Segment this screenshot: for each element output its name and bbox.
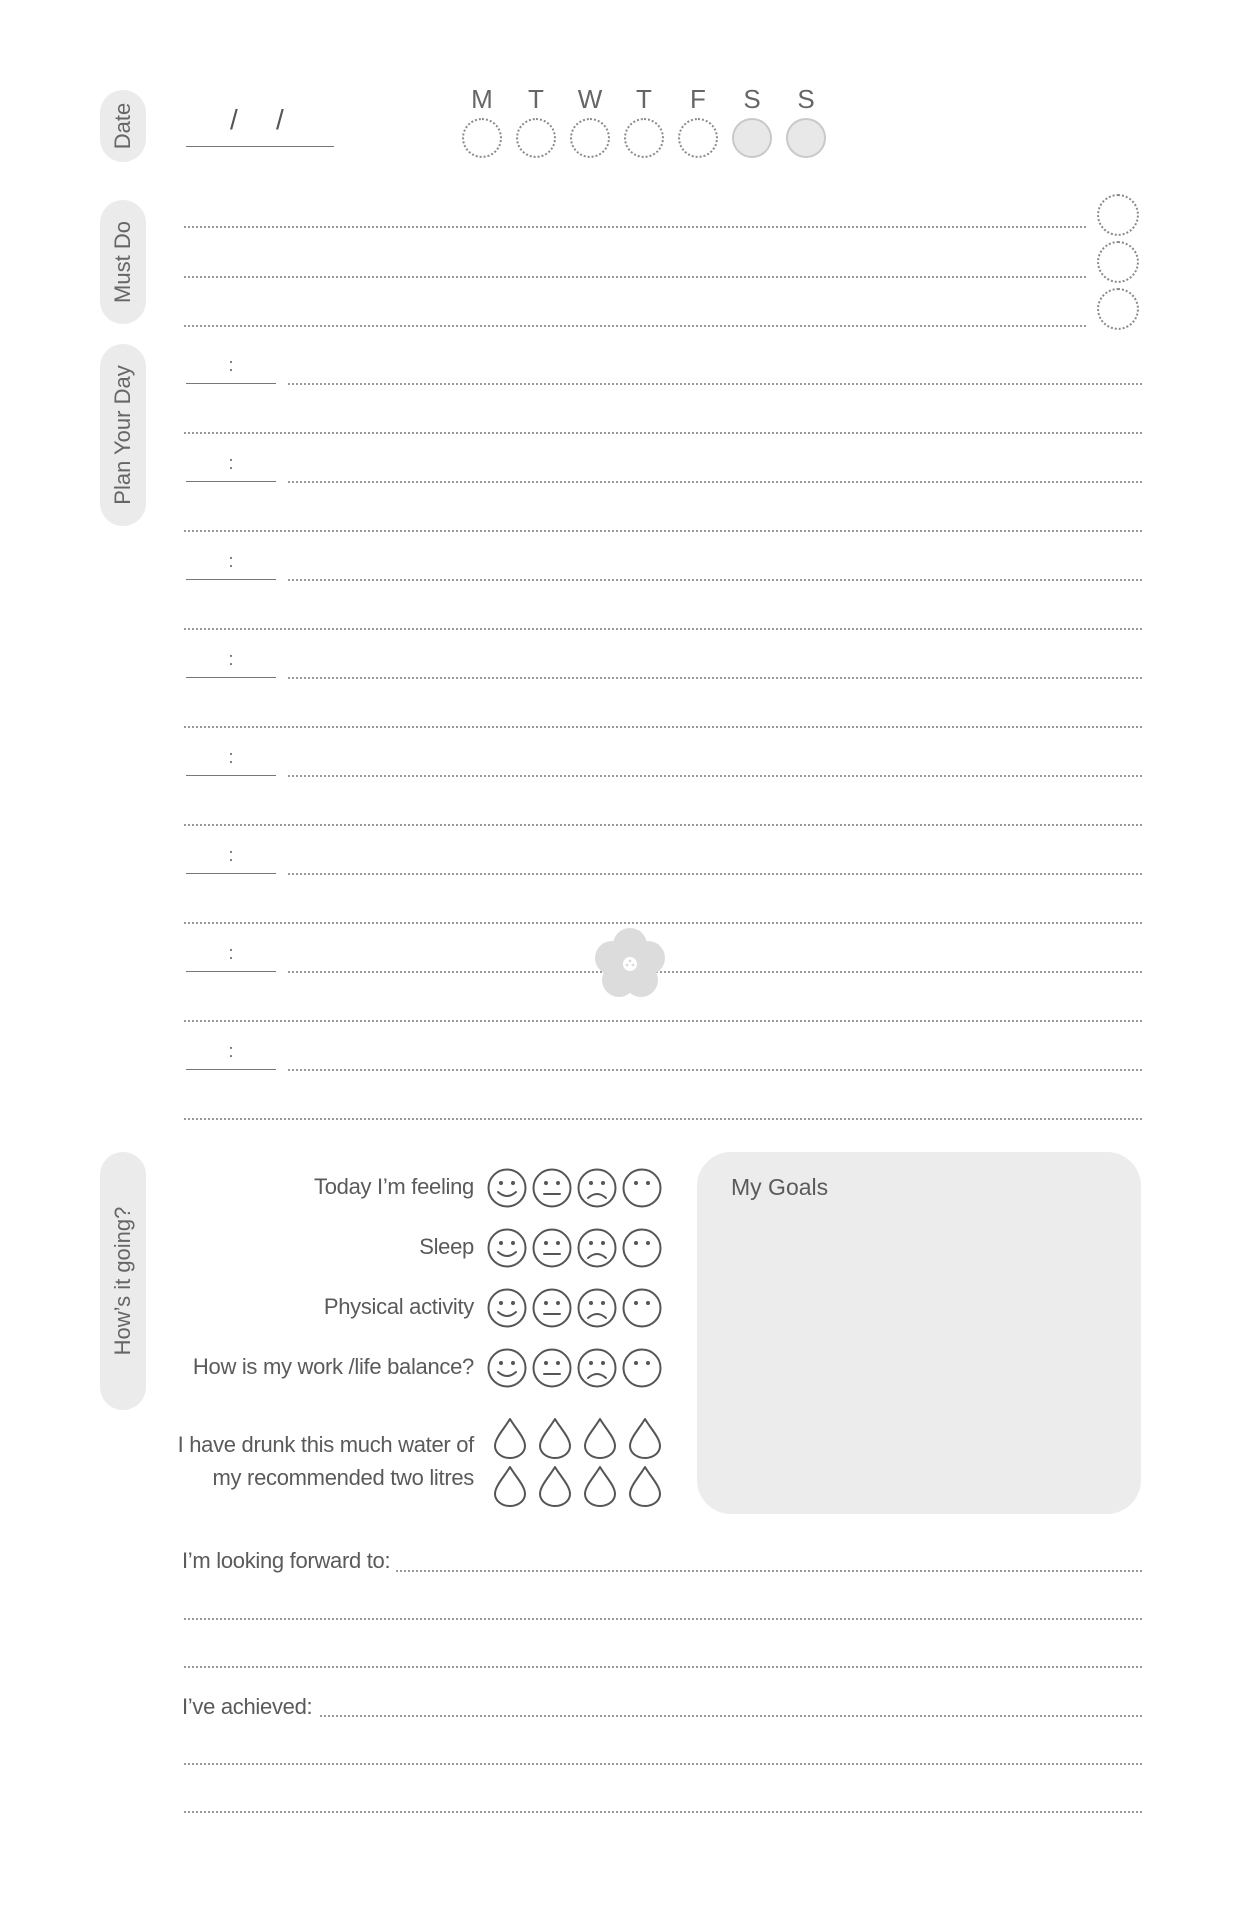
water-drop-icon[interactable] [537, 1416, 573, 1460]
blank-face-icon[interactable] [620, 1346, 664, 1390]
plan-line[interactable] [184, 530, 1142, 532]
must-do-pill [100, 200, 146, 324]
weekday-letter: T [636, 84, 652, 114]
hows-it-going-pill [100, 1152, 146, 1410]
date-pill [100, 90, 146, 162]
date-section-label: Date [110, 102, 135, 150]
plan-line[interactable] [184, 628, 1142, 630]
looking-forward-label: I’m looking forward to: [182, 1548, 396, 1574]
weekday-sunday[interactable] [784, 84, 828, 158]
time-input-underline[interactable] [186, 1069, 276, 1070]
weekday-tuesday[interactable] [514, 84, 558, 158]
mood-question-feeling: Today I’m feeling [314, 1174, 474, 1199]
plan-line[interactable] [288, 383, 1142, 385]
plan-line[interactable] [184, 726, 1142, 728]
weekday-monday[interactable] [460, 84, 504, 158]
weekday-circle[interactable] [732, 118, 772, 158]
plan-line[interactable] [288, 775, 1142, 777]
date-slash-2: / [276, 104, 284, 135]
time-input-underline[interactable] [186, 775, 276, 776]
water-drop-icon[interactable] [582, 1416, 618, 1460]
weekday-saturday[interactable] [730, 84, 774, 158]
time-colon: : [228, 551, 234, 571]
must-do-section-label: Must Do [110, 221, 135, 303]
date-underline [186, 146, 334, 147]
date-slash-1: / [230, 104, 238, 135]
must-do-check-circle[interactable] [1097, 288, 1139, 330]
water-drop-icon[interactable] [537, 1464, 573, 1508]
weekday-circle[interactable] [624, 118, 664, 158]
achieved-line[interactable] [184, 1811, 1142, 1813]
flower-icon [588, 922, 672, 1006]
plan-line[interactable] [184, 1020, 1142, 1022]
water-drop-icon[interactable] [627, 1464, 663, 1508]
time-colon: : [228, 355, 234, 375]
must-do-check-circle[interactable] [1097, 194, 1139, 236]
neutral-face-icon[interactable] [530, 1286, 574, 1330]
time-colon: : [228, 943, 234, 963]
smile-face-icon[interactable] [485, 1226, 529, 1270]
plan-line[interactable] [184, 432, 1142, 434]
plan-line[interactable] [288, 971, 1142, 973]
blank-face-icon[interactable] [620, 1286, 664, 1330]
water-label-line2: my recommended two litres [212, 1465, 474, 1490]
time-colon: : [228, 845, 234, 865]
achieved-line[interactable] [184, 1715, 1142, 1717]
blank-face-icon[interactable] [620, 1226, 664, 1270]
mood-question-balance: How is my work /life balance? [192, 1354, 474, 1379]
smile-face-icon[interactable] [485, 1346, 529, 1390]
time-input-underline[interactable] [186, 383, 276, 384]
weekday-wednesday[interactable] [568, 84, 612, 158]
plan-line[interactable] [184, 1118, 1142, 1120]
blank-face-icon[interactable] [620, 1166, 664, 1210]
water-drop-icon[interactable] [627, 1416, 663, 1460]
mood-question-activity: Physical activity [323, 1294, 474, 1319]
sad-face-icon[interactable] [575, 1226, 619, 1270]
plan-line[interactable] [288, 677, 1142, 679]
sad-face-icon[interactable] [575, 1346, 619, 1390]
must-do-line[interactable] [184, 325, 1086, 327]
weekday-letter: W [577, 84, 603, 114]
water-drop-icon[interactable] [582, 1464, 618, 1508]
weekday-letter: S [743, 84, 761, 114]
my-goals-box[interactable] [697, 1152, 1141, 1514]
weekday-letter: M [471, 84, 493, 114]
mood-question-sleep: Sleep [419, 1234, 474, 1259]
plan-line[interactable] [288, 481, 1142, 483]
plan-your-day-pill [100, 344, 146, 526]
must-do-check-circle[interactable] [1097, 241, 1139, 283]
achieved-label: I’ve achieved: [182, 1694, 318, 1720]
weekday-circle[interactable] [570, 118, 610, 158]
water-drop-icon[interactable] [492, 1464, 528, 1508]
time-input-underline[interactable] [186, 873, 276, 874]
plan-line[interactable] [288, 1069, 1142, 1071]
time-colon: : [228, 453, 234, 473]
plan-line[interactable] [288, 873, 1142, 875]
time-colon: : [228, 1041, 234, 1061]
weekday-friday[interactable] [676, 84, 720, 158]
plan-line[interactable] [184, 824, 1142, 826]
weekday-circle[interactable] [786, 118, 826, 158]
must-do-line[interactable] [184, 276, 1086, 278]
weekday-circle[interactable] [462, 118, 502, 158]
my-goals-title: My Goals [731, 1174, 829, 1200]
neutral-face-icon[interactable] [530, 1346, 574, 1390]
looking-forward-line[interactable] [184, 1618, 1142, 1620]
weekday-thursday[interactable] [622, 84, 666, 158]
achieved-line[interactable] [184, 1763, 1142, 1765]
weekday-circle[interactable] [516, 118, 556, 158]
time-colon: : [228, 649, 234, 669]
smile-face-icon[interactable] [485, 1286, 529, 1330]
weekday-letter: S [797, 84, 815, 114]
must-do-line[interactable] [184, 226, 1086, 228]
neutral-face-icon[interactable] [530, 1226, 574, 1270]
weekday-letter: F [690, 84, 706, 114]
looking-forward-line[interactable] [184, 1666, 1142, 1668]
water-label-line1: I have drunk this much water of [177, 1432, 474, 1457]
time-input-underline[interactable] [186, 481, 276, 482]
time-input-underline[interactable] [186, 579, 276, 580]
plan-line[interactable] [288, 579, 1142, 581]
sad-face-icon[interactable] [575, 1166, 619, 1210]
time-input-underline[interactable] [186, 971, 276, 972]
water-drop-icon[interactable] [492, 1416, 528, 1460]
plan-section-label: Plan Your Day [110, 365, 135, 505]
hows-it-going-section-label: How’s it going? [110, 1206, 135, 1356]
time-input-underline[interactable] [186, 677, 276, 678]
sad-face-icon[interactable] [575, 1286, 619, 1330]
weekday-circle[interactable] [678, 118, 718, 158]
smile-face-icon[interactable] [485, 1166, 529, 1210]
time-colon: : [228, 747, 234, 767]
weekday-letter: T [528, 84, 544, 114]
neutral-face-icon[interactable] [530, 1166, 574, 1210]
